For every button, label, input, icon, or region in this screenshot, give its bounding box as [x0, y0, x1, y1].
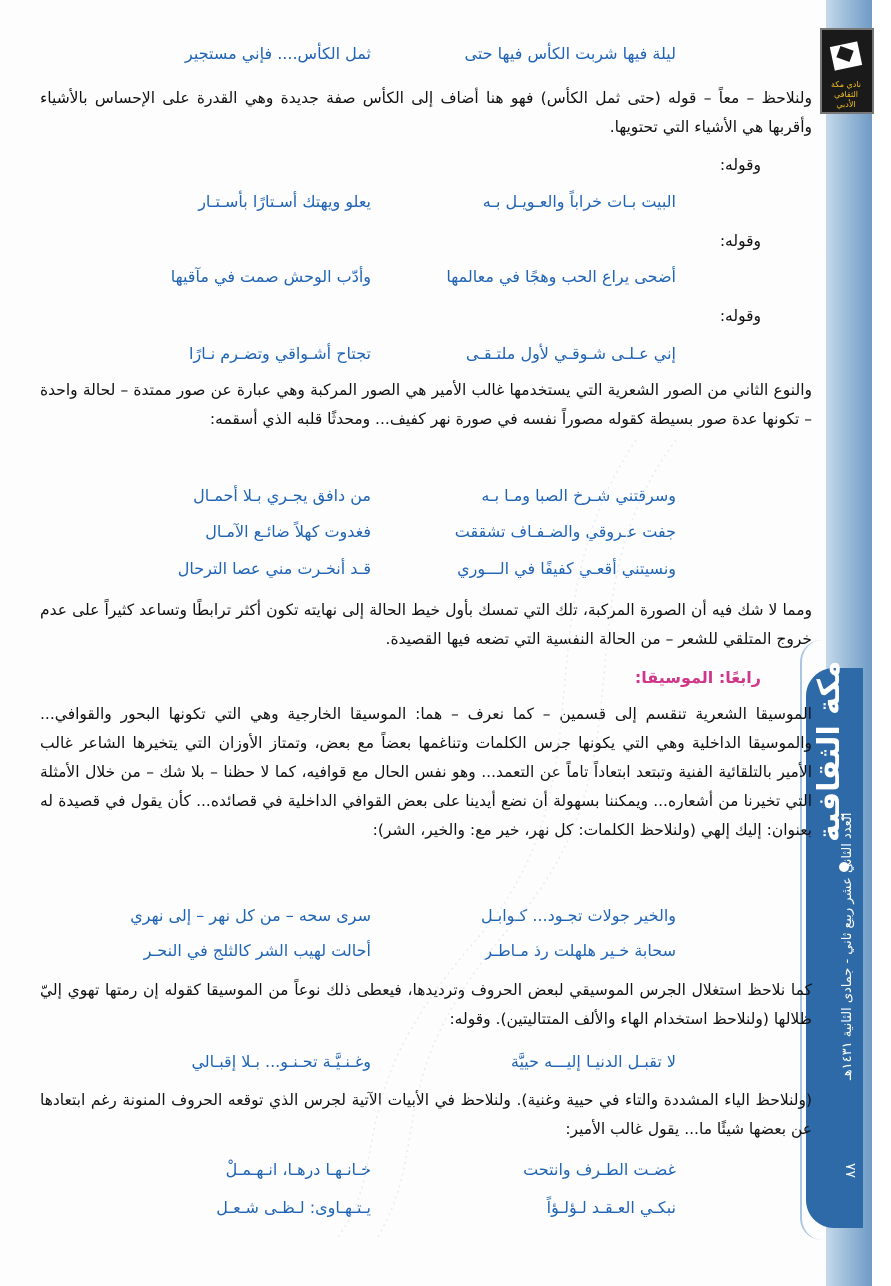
verse-right: والخير جولات تجـود... كـوابـل	[480, 906, 676, 925]
qawluhu-label: وقوله:	[719, 156, 761, 174]
qawluhu-label: وقوله:	[719, 307, 761, 325]
magazine-title: مكة الثقافية	[812, 660, 847, 842]
verse-left: ثمل الكأس.... فإني مستجير	[185, 44, 371, 63]
paragraph: والنوع الثاني من الصور الشعرية التي يستخدمها غالب الأمير هي الصور المركبة وهي عبارة عن صور ممتدة – لحالة واحدة – تكونها عدة صور بسيطة كقوله مصوراً نفسه في صورة نهر كفيف... ومحدثًا قلبه الذي أسقمه:	[40, 381, 812, 428]
verse-left: سرى سحه – من كل نهر – إلى نهري	[130, 906, 371, 925]
verse-left: يعلو ويهتك أسـتارًا بأسـتـار	[198, 192, 371, 211]
verse-right: إني عـلـى شـوقـي لأول ملتـقـى	[465, 344, 676, 363]
verse-right: لا تقبـل الدنيـا إليـــه حييَّة	[510, 1052, 676, 1071]
paragraph: ولنلاحظ – معاً – قوله (حتى ثمل الكأس) فهو هنا أضاف إلى الكأس صفة جديدة وهي القدرة على الإحساس بالأشياء وأقربها هي الأشياء التي تحتويها.	[40, 89, 812, 136]
verse-right: ونسيتني أقعـي كفيفًا في الـــوري	[457, 559, 676, 578]
verse-left: من دافق يجـري بـلا أحمـال	[193, 486, 371, 505]
section-heading: رابعًا: الموسيقا:	[634, 668, 761, 687]
paragraph: الموسيقا الشعرية تنقسم إلى قسمين – كما نعرف – هما: الموسيقا الخارجية وهي التي تكونها البحور والقوافي... والموسيقا الداخلية وهي التي يكونها جرس الكلمات وتناغمها بعضاً مع بعض، وتمتاز الأوزان التي يتخيرها الشاعر غالب الأمير بالتلقائية الفنية وتبتعد ابتعاداً تاماً عن التعمد... وهو نفس الحال مع قوافيه، كما لا حظنا – بلا شك – من خلال الأمثلة التي تخيرنا من أشعاره... ويمكننا بسهولة أن نضع أيدينا على بعض القوافي الداخلية في قصائده... كأن يقول في قصيدة له بعنوان: إليك إلهي (ولنلاحظ الكلمات: كل نهر، خير مع: والخير، الشر):	[40, 705, 812, 839]
verse-right: غضـت الطـرف وانتحت	[523, 1160, 676, 1179]
verse-left: قـد أنخـرت مني عصا الترحال	[177, 559, 371, 578]
verse-right: جفت عـروقي والضـفـاف تشققت	[454, 522, 676, 541]
verse-right: البيت بـات خراباً والعـويـل بـه	[482, 192, 676, 211]
issue-info: العدد الثاني عشر ربيع ثاني - جمادى الثانية ١٤٣١هـ	[840, 812, 855, 1080]
logo-text: نادي مكة الثقافي الأدبي	[830, 80, 862, 109]
qawluhu-label: وقوله:	[719, 232, 761, 250]
verse-right: نبكـي العـقـد لـؤلـؤاً	[546, 1198, 676, 1217]
verse-left: أحالت لهيب الشر كالثلج في النحـر	[143, 941, 371, 960]
verse-left: وغـنـيَّـة تحـنـو... بـلا إقبـالي	[191, 1052, 371, 1071]
verse-right: ليلة فيها شربت الكأس فيها حتى	[464, 44, 676, 63]
verse-right: سحابة خـير هلهلت رذ مـاطـر	[484, 941, 676, 960]
verse-right: وسرقتني شـرخ الصبا ومـا بـه	[481, 486, 676, 505]
verse-left: خـانـهـا درهـا، انـهـمـلْ	[225, 1160, 371, 1179]
verse-left: تجتاح أشـواقي وتضـرم نـارًا	[189, 344, 371, 363]
club-logo	[820, 28, 874, 114]
verse-left: يـتـهـاوى: لـظـى شـعـل	[216, 1198, 371, 1217]
paragraph: كما نلاحظ استغلال الجرس الموسيقي لبعض الحروف وترديدها، فيعطى ذلك نوعاً من الموسيقا كقوله إن رمتها تهوي إليّ ظلالها (ولنلاحظ استخدام الهاء والألف المتتاليتين). وقوله:	[40, 981, 812, 1028]
verse-left: فغدوت كهلاً ضائـع الآمـال	[205, 522, 371, 541]
page-edge	[872, 0, 891, 1286]
paragraph: ومما لا شك فيه أن الصورة المركبة، تلك التي تمسك بأول خيط الحالة إلى نهايته تكون أكثر ترابطًا وتساعد كثيراً على عدم خروج المتلقي للشعر – من الحالة النفسية التي تضعه فيها القصيدة.	[40, 601, 812, 648]
verse-right: أضحى يراع الحب وهجًا في معالمها	[446, 267, 676, 286]
page-number: ٨٨	[843, 1163, 859, 1179]
verse-left: وأدّب الوحش صمت في مآقيها	[170, 267, 371, 286]
paragraph: (ولنلاحظ الياء المشددة والتاء في حيية وغنية). ولنلاحظ في الأبيات الآتية لجرس الذي توقعه الحروف المنونة رغم ابتعادها عن بعضها شيئًا ما... يقول غالب الأمير:	[40, 1091, 812, 1138]
